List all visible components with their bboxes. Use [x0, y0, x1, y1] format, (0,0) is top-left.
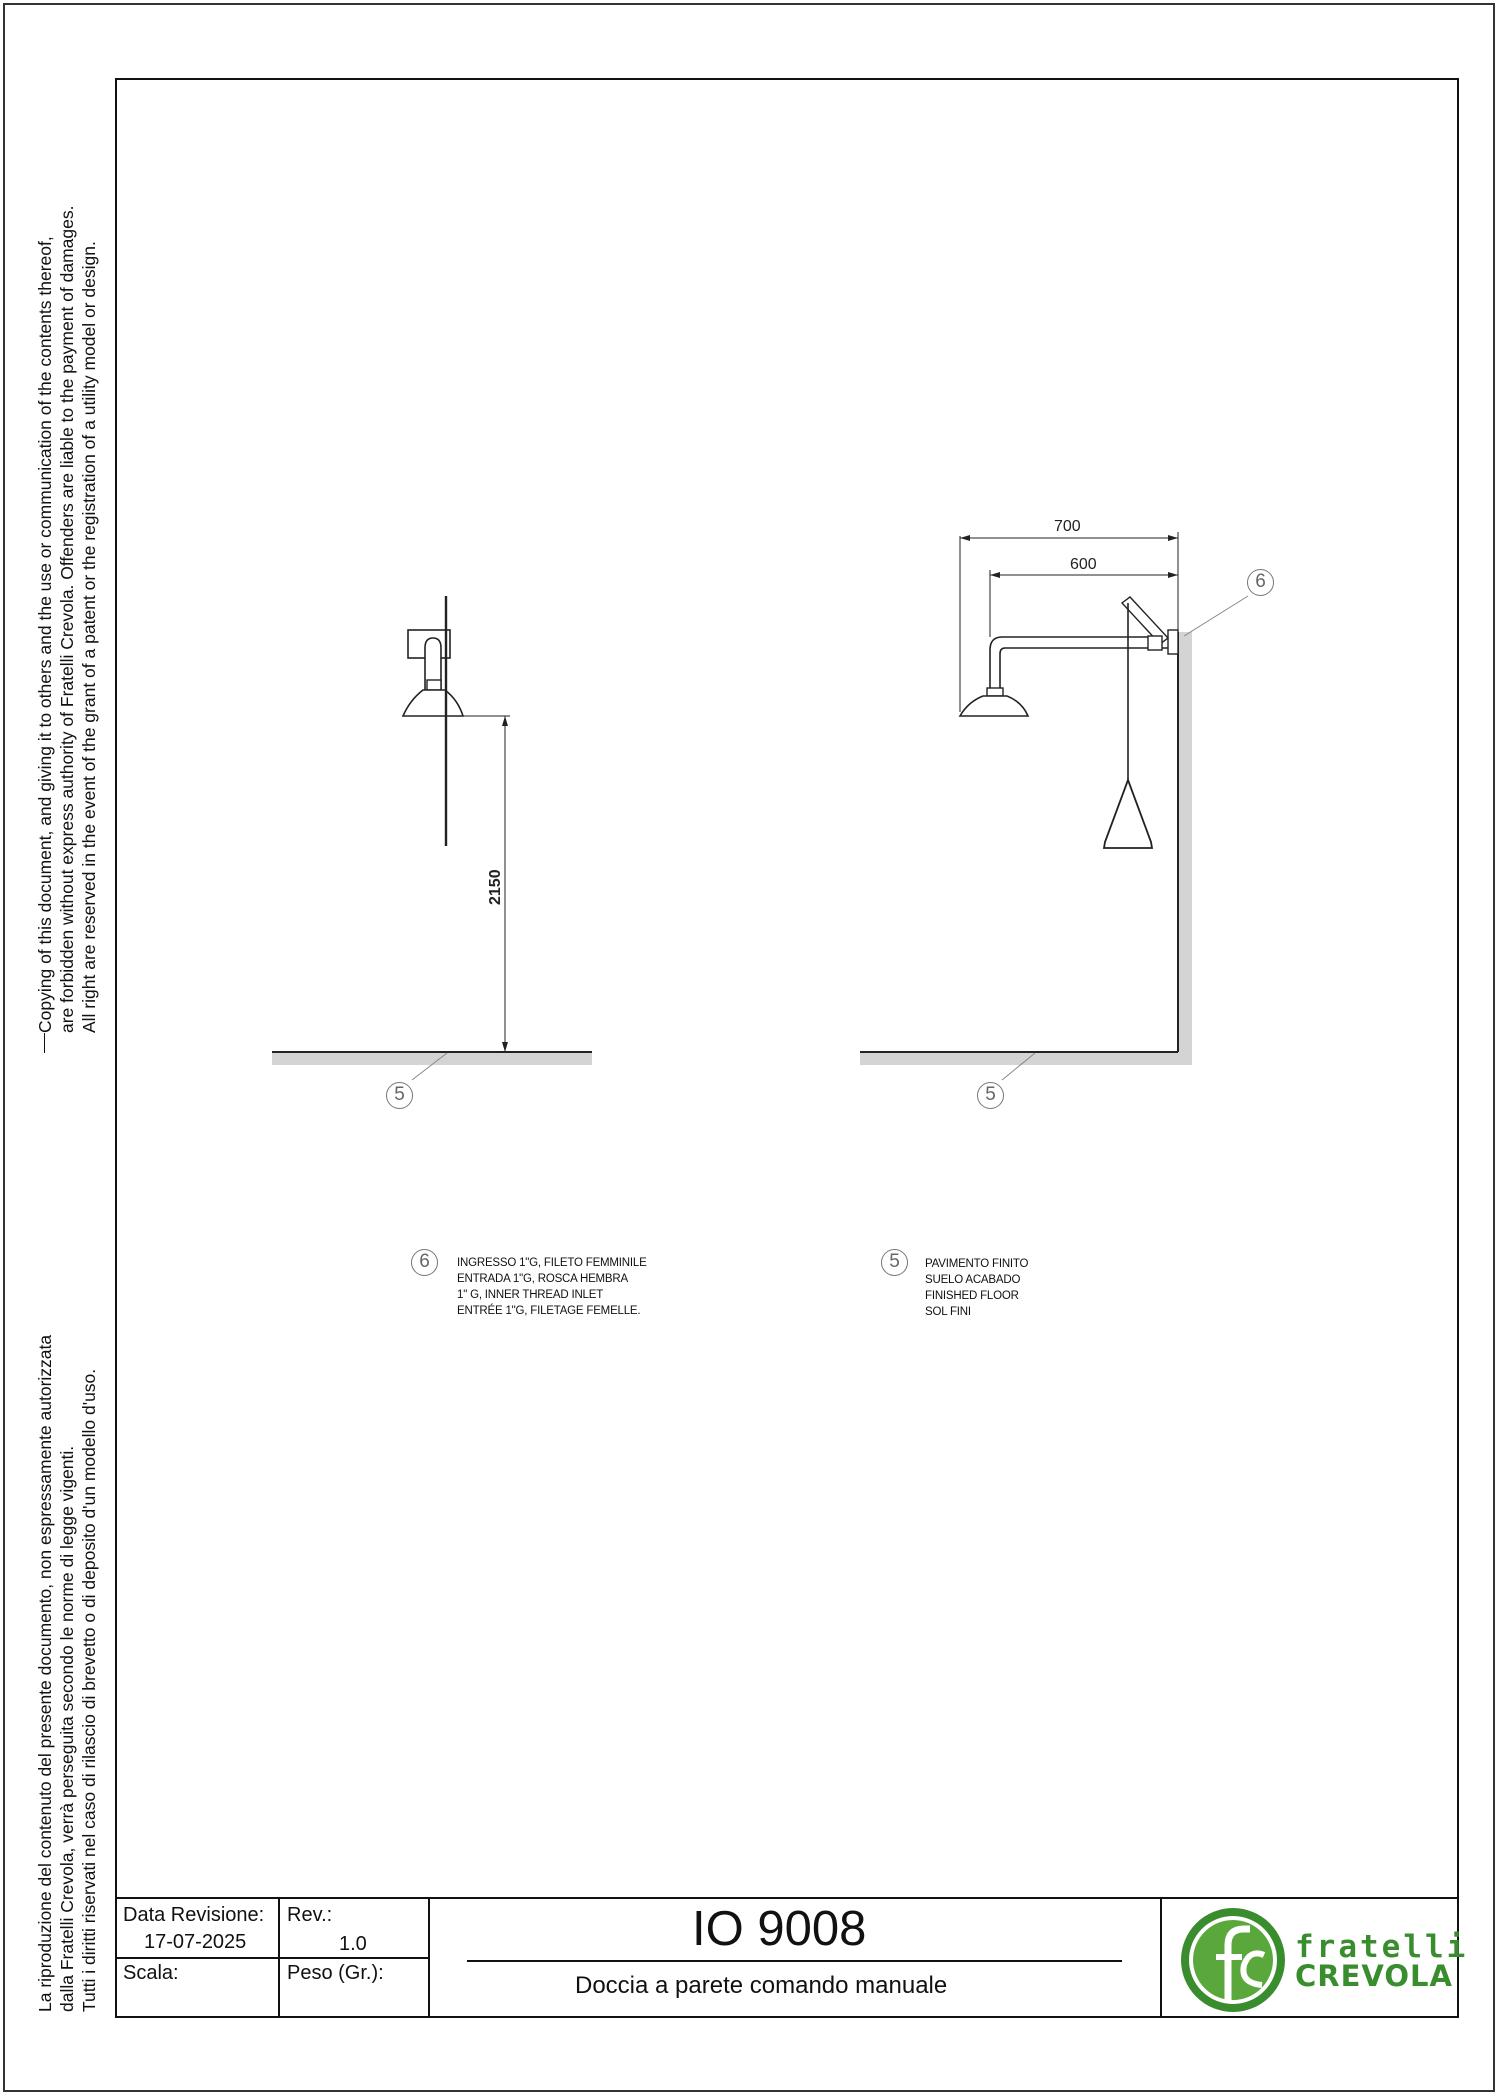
note-line: SUELO ACABADO: [925, 1274, 1021, 1286]
note-line: ENTRÉE 1"G, FILETAGE FEMELLE.: [457, 1305, 641, 1317]
callout-floor-side: 5: [977, 1082, 1004, 1109]
dim-600-label: 600: [1070, 556, 1097, 573]
divider: [467, 1960, 1122, 1962]
callout-floor-front: 5: [386, 1082, 413, 1109]
callout-inlet-note: 6: [411, 1249, 438, 1276]
inlet-note: [457, 1255, 647, 1319]
head-neck: [427, 680, 441, 690]
peso-label: Peso (Gr.):: [287, 1962, 384, 1984]
legal-line: Copying of this document, and giving it to others and the use or communication of the contents thereof,: [35, 236, 55, 1033]
divider: [278, 1899, 280, 2018]
note-line: 1" G, INNER THREAD INLET: [457, 1289, 604, 1301]
shower-head: [403, 690, 463, 716]
note-line: FINISHED FLOOR: [925, 1290, 1019, 1302]
front-view: [272, 596, 592, 1080]
wall-flange: [1168, 630, 1178, 654]
legal-line: are forbidden without express authority of Fratelli Crevola. Offenders are liable to the payment of damages.: [57, 205, 77, 1033]
brand-logo-mark: [1178, 1905, 1288, 2015]
side-view: [860, 532, 1248, 1080]
callout-floor-note: 5: [881, 1249, 908, 1276]
dim-height-label: 2150: [487, 869, 504, 905]
scala-label: Scala:: [123, 1962, 179, 1984]
product-code: IO 9008: [692, 1902, 867, 1956]
data-revisione-label: Data Revisione:: [123, 1904, 265, 1926]
divider: [1160, 1899, 1162, 2018]
floor-note: [925, 1256, 1028, 1320]
brand-logo-line2: CREVOLA: [1295, 1959, 1453, 1993]
brand-logo-line1: fratelli: [1295, 1929, 1469, 1965]
legal-line: dalla Fratelli Crevola, verrà perseguita secondo le norme di legge vigenti.: [57, 1445, 77, 2012]
shower-head: [960, 696, 1028, 716]
rev-value: 1.0: [339, 1933, 367, 1955]
data-revisione-value: 17-07-2025: [144, 1931, 247, 1953]
shower-arm: [990, 637, 1172, 690]
leader-line: [1184, 596, 1248, 636]
callout-inlet-side: 6: [1247, 569, 1274, 596]
dim-700-label: 700: [1054, 518, 1081, 535]
divider: [428, 1899, 430, 2018]
valve-body: [1148, 636, 1162, 650]
note-line: PAVIMENTO FINITO: [925, 1258, 1029, 1270]
floor-hatch: [860, 1052, 1192, 1065]
title-block: [117, 1897, 1469, 2018]
rev-label: Rev.:: [287, 1904, 333, 1926]
product-description: Doccia a parete comando manuale: [575, 1972, 948, 1999]
note-line: SOL FINI: [925, 1306, 971, 1318]
note-line: INGRESSO 1"G, FILETO FEMMINILE: [457, 1257, 647, 1269]
shower-arm-inner: [1000, 648, 1172, 690]
floor-hatch: [272, 1052, 592, 1065]
head-neck: [987, 688, 1003, 696]
legal-line: Tutti i diritti riservati nel caso di rilascio di brevetto o di deposito d'un modello d'uso.: [79, 1368, 99, 2012]
legal-line: La riproduzione del contenuto del presente documento, non espressamente autorizzata: [35, 1334, 55, 2012]
wall-hatch: [1178, 632, 1192, 1065]
note-line: ENTRADA 1"G, ROSCA HEMBRA: [457, 1273, 628, 1285]
pull-handle-triangle: [1104, 780, 1152, 848]
legal-line: All right are reserved in the event of the grant of a patent or the registration of a utility model or design.: [79, 241, 99, 1033]
divider: [117, 1957, 428, 1959]
